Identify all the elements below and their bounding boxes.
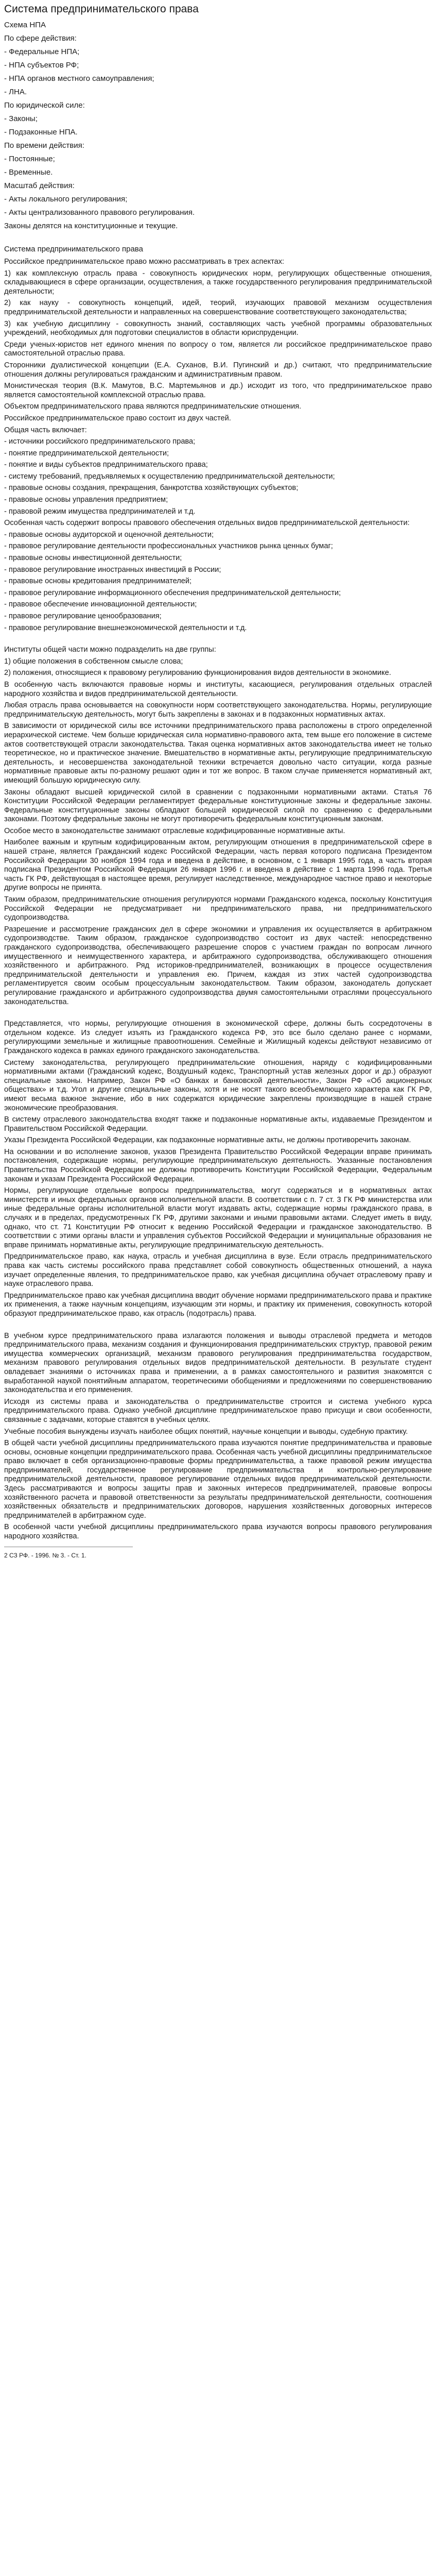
scheme-line: По сфере действия:	[4, 34, 77, 43]
paragraph: - систему требований, предъявляемых к осуществлению предпринимательской деятельности;	[4, 472, 335, 481]
paragraph: - понятие и виды субъектов предпринимательского права;	[4, 461, 208, 469]
paragraph: - правовые основы управления предприятием;	[4, 496, 168, 504]
paragraph: - правовое регулирование информационного обеспечения предпринимательской деятельности;	[4, 588, 341, 597]
footnote: 2 СЗ РФ. - 1996. № 3. - Ст. 1.	[4, 1551, 86, 1559]
paragraph: Предпринимательское право как учебная дисциплина вводит обучение нормами предпринимательского права и практике их применения, а также научным концепциям, изучающим эти нормы, и практику их применения, совокупность которой образуют предпринимательское право, как отрасль (подотрасль) права.	[4, 1291, 432, 1318]
scheme-line: - НПА субъектов РФ;	[4, 61, 79, 70]
paragraph: - правовые основы аудиторской и оценочной деятельности;	[4, 530, 214, 539]
paragraph: Учебные пособия вынуждены изучать наиболее общих понятий, научные концепции и выводы, судебную практику.	[4, 1427, 408, 1436]
scheme-line: По юридической силе:	[4, 101, 85, 110]
scheme-line: - Временные.	[4, 168, 53, 177]
scheme-line: - Постоянные;	[4, 155, 55, 163]
paragraph: Любая отрасль права основывается на совокупности норм соответствующего законодательства. Нормы, регулирующие предпринимательскую деятельность, могут быть закреплены в законах и в подзаконных нормативных актах.	[4, 701, 432, 719]
page-title: Система предпринимательского права	[4, 3, 199, 15]
paragraph: Российское предпринимательское право состоит из двух частей.	[4, 414, 231, 422]
paragraph: - правовое регулирование внешнеэкономической деятельности и т.д.	[4, 623, 247, 632]
paragraph: Исходя из системы права и законодательства о предпринимательстве строится и система учебного курса предпринимательского права. Однако учебной дисциплине предпринимательское право присущи и свои особенности, связанные с задачами, которые ставятся в учебных целях.	[4, 1397, 432, 1424]
scheme-line: По времени действия:	[4, 141, 84, 150]
paragraph: Указы Президента Российской Федерации, как подзаконные нормативные акты, не должны противоречить законам.	[4, 1136, 411, 1145]
paragraph: Институты общей части можно подразделить на две группы:	[4, 646, 216, 654]
paragraph: 1) общие положения в собственном смысле слова;	[4, 657, 183, 666]
paragraph: Среди ученых-юристов нет единого мнения по вопросу о том, является ли российское предпринимательское право самостоятельной отраслью права.	[4, 340, 432, 358]
paragraph: - правовой режим имущества предпринимателей и т.д.	[4, 507, 196, 516]
scheme-line: - ЛНА.	[4, 88, 27, 96]
paragraph: 1) как комплексную отрасль права - совокупность юридических норм, регулирующих общественные отношения, складывающиеся в сфере организации, осуществления, а также государственного регулирования предпринимательской деятельности;	[4, 269, 432, 296]
paragraph: 3) как учебную дисциплину - совокупность знаний, составляющих часть учебной программы образовательных учреждений, необходимых для подготовки специалистов в области юриспруденции.	[4, 319, 432, 337]
paragraph: Предпринимательское право, как наука, отрасль и учебная дисциплина в вузе. Если отрасль предпринимательского права как часть системы российского права представляет собой совокупность общественных отношений, а наука изучает определенные явления, то предпринимательское право, как учебная дисциплина обучает отраслевому праву и науке отраслевого права.	[4, 1252, 432, 1289]
scheme-line: Законы делятся на конституционные и текущие.	[4, 222, 178, 230]
paragraph: Общая часть включает:	[4, 426, 87, 434]
scheme-line: - Федеральные НПА;	[4, 47, 80, 56]
paragraph: В особенную часть включаются правовые нормы и институты, касающиеся, регулирования отдельных отраслей народного хозяйства и видов предпринимательской деятельности.	[4, 680, 432, 698]
scheme-line: - Подзаконные НПА.	[4, 128, 78, 137]
paragraph: Законы обладают высшей юридической силой в сравнении с подзаконными нормативными актами. Статья 76 Конституции Российской Федерации регламентирует федеральные конституционные законы и федеральные законы. Федеральные конституционные законы обладают большей юридической силой по сравнению с федеральными законами. Поэтому федеральные законы не могут противоречить федеральным конституционным законам.	[4, 788, 432, 824]
paragraph: 2) положения, относящиеся к правовому регулированию функционирования видов деятельности в экономике.	[4, 669, 391, 677]
paragraph: В общей части учебной дисциплины предпринимательского права изучаются понятие предпринимательства и правовые основы, основные концепции предпринимательского права. Особенная часть учебной дисциплины предпринимательское право включает в себя организационно-правовые формы предпринимательства, а также правовой режим имущества предпринимателей, государственное регулирование предпринимательства и контрольно-регулирование предпринимательской деятельности, правовое регулирование отдельных видов предпринимательской деятельности. Здесь рассматриваются и вопросы защиты прав и законных интересов предпринимателей, правовые вопросы хозяйственного расчета и правовой ответственности за результаты предпринимательской деятельности, соотношения хозяйственных обязательств и предпринимательских договоров, нарушения хозяйственных договорных интересов предпринимателей в арбитражном суде.	[4, 1439, 432, 1520]
section-2	[4, 646, 432, 1007]
paragraph: Сторонники дуалистической концепции (Е.А. Суханов, В.И. Пугинский и др.) считают, что предпринимательские отношения должны регулироваться гражданским и административным правом.	[4, 361, 432, 379]
paragraph: - правовое регулирование ценообразования;	[4, 612, 162, 620]
paragraph: В особенной части учебной дисциплины предпринимательского права изучаются вопросы правового регулирования народного хозяйства.	[4, 1523, 432, 1541]
paragraph: Монистическая теория (В.К. Мамутов, В.С. Мартемьянов и др.) исходит из того, что предпринимательское право является самостоятельной комплексной отраслью права.	[4, 382, 432, 399]
paragraph: - источники российского предпринимательского права;	[4, 437, 196, 446]
paragraph: Объектом предпринимательского права являются предпринимательские отношения.	[4, 402, 302, 411]
paragraph: - правовое регулирование иностранных инвестиций в России;	[4, 565, 221, 574]
paragraph: Таким образом, предпринимательские отношения регулируются нормами Гражданского кодекса, поскольку Конституция Российской Федерации не предусматривает ни предпринимательского права, ни предпринимательского судопроизводства.	[4, 895, 432, 922]
section-1	[4, 258, 432, 633]
paragraph: Разрешение и рассмотрение гражданских дел в сфере экономики и управления их осуществляется в арбитражном судопроизводстве. Таким образом, гражданское судопроизводство состоит из двух частей: непосредственно гражданского судопроизводства, обеспечивающего разрешение споров с участием граждан по вопросам личного имущественного и неимущественного характера, и арбитражного судопроизводства, обслуживающего отношения хозяйственного и арбитражного. Ряд историков-предпринимателей, возникающих в процессе осуществления предпринимательской деятельности и управления ею. Причем, каждая из этих частей судопроизводства регламентируется своим особым процессуальным законодательством. Таким образом, законодатель допускает регулирование гражданского и арбитражного судопроизводства двумя самостоятельными отраслями процессуального законодательства.	[4, 925, 432, 1006]
paragraph: Особенная часть содержит вопросы правового обеспечения отдельных видов предпринимательской деятельности:	[4, 519, 410, 528]
paragraph: На основании и во исполнение законов, указов Президента Правительство Российской Федерации вправе принимать постановления, содержащие нормы, регулирующие предпринимательскую деятельность. Указанные постановления Правительства Российской Федерации не должны противоречить Конституции Российской Федерации, Федеральным законам и указам Президента Российской Федерации.	[4, 1147, 432, 1183]
scheme-line: Масштаб действия:	[4, 181, 75, 190]
paragraph: В учебном курсе предпринимательского права излагаются положения и выводы отраслевой предмета и методов предпринимательского права, механизм создания и функционирования предпринимательских структур, правовой режим имущества коммерческих организаций, механизм правового регулирования предпринимательства государством, механизм правового регулирования отдельных видов предпринимательской деятельности. В результате студент овладевает знаниями о источниках права и применении, а в рамках самостоятельного и развития знакомятся с выработанной наукой понятийным аппаратом, теоретическими обобщениями и предложениями по совершенствованию законодательства и его применения.	[4, 1331, 432, 1395]
section-heading: Система предпринимательского права	[4, 245, 143, 253]
scheme-line: - Законы;	[4, 114, 38, 123]
paragraph: Особое место в законодательстве занимают отраслевые кодифицированные нормативные акты.	[4, 826, 345, 835]
paragraph: - понятие предпринимательской деятельности;	[4, 449, 169, 457]
scheme-line: - НПА органов местного самоуправления;	[4, 74, 154, 83]
paragraph: Систему законодательства, регулирующего предпринимательские отношения, наряду с кодифицированными нормативными актами (Гражданский кодекс, Воздушный кодекс, Транспортный устав железных дорог и др.) образуют специальные законы. Например, Закон РФ «О банках и банковской деятельности», Закон РФ «Об акционерных обществах» и т.д. Угол и другие специальные законы, хотя и не носят такого всеобъемлющего характера как ГК РФ, имеют весьма важное значение, ибо в них содержатся юридические закреплены производящие в нашей стране экономические преобразования.	[4, 1058, 432, 1112]
section-4	[4, 1332, 432, 1541]
paragraph: В зависимости от юридической силы все источники предпринимательского права расположены в строго определенной иерархической системе. Чем больше юридическая сила нормативно-правового акта, тем выше его положение в системе актов соответствующей отрасли законодательства. Такая оценка нормативных актов законодательства имеет не только теоретическое, но и практическое значение. Вмешательство в нормативные акты, регулирующие предпринимательскую деятельность, и несовершенства законодательной техники встречается довольно часто ситуации, когда разные нормативные правовые акты по-разному решают один и тот же вопрос. В таком случае применяется нормативный акт, имеющий большую юридическую силу.	[4, 722, 432, 785]
paragraph: Российское предпринимательское право можно рассматривать в трех аспектах:	[4, 258, 285, 266]
paragraph: Представляется, что нормы, регулирующие отношения в экономической сфере, должны быть сосредоточены в отдельном кодексе. Из следует изъять из Гражданского кодекса РФ, это все было сделано ранее с нормами, регулирующими земельные и жилищные правоотношения. Семейные и Жилищный кодексы действуют независимо от Гражданского кодекса в рамках единого гражданского законодательства.	[4, 1020, 432, 1055]
scheme-line: Схема НПА	[4, 21, 46, 29]
scheme-block	[4, 20, 432, 231]
document	[0, 3, 436, 1560]
paragraph: - правовое обеспечение инновационной деятельности;	[4, 600, 197, 609]
section-3	[4, 1020, 432, 1318]
paragraph: - правовые основы инвестиционной деятельности;	[4, 554, 182, 563]
scheme-line: - Акты централизованного правового регулирования.	[4, 208, 195, 217]
paragraph: - правовые основы кредитования предпринимателей;	[4, 577, 192, 586]
scheme-line: - Акты локального регулирования;	[4, 195, 128, 204]
paragraph: - правовые основы создания, прекращения, банкротства хозяйствующих субъектов;	[4, 484, 299, 493]
paragraph: В систему отраслевого законодательства входят также и подзаконные нормативные акты, издаваемые Президентом и Правительством Российской Федерации.	[4, 1115, 432, 1133]
paragraph: Нормы, регулирующие отдельные вопросы предпринимательства, могут содержаться и в нормативных актах министерств и иных федеральных органов исполнительной власти. В соответствии с п. 7 ст. 3 ГК РФ министерства или иные федеральные органы исполнительной власти могут издавать акты, содержащие нормы гражданского права, в случаях и в пределах, предусмотренных ГК РФ, другими законами и иными правовыми актами. Следует иметь в виду, однако, что ст. 71 Конституции РФ относит к ведению Российской Федерации и гражданское законодательство. В соответствии с этими органы власти и управления субъектов Российской Федерации и муниципальные образования не вправе принимать нормативные акты, регулирующие предпринимательскую деятельность.	[4, 1187, 432, 1249]
paragraph: 2) как науку - совокупность концепций, идей, теорий, изучающих правовой механизм осуществления предпринимательской деятельности и направленных на совершенствование соответствующего законодательства;	[4, 299, 432, 316]
paragraph: Наиболее важным и крупным кодифицированным актом, регулирующим отношения в предпринимательской сфере в нашей стране, является Гражданский кодекс Российской Федерации, часть первая которого подписана Президентом Российской Федерации 30 ноября 1994 года и введена в действие, в основном, с 1 января 1995 года, а часть вторая подписана Президентом Российской Федерации 26 января 1996 г. и введена в действие с 1 марта 1996 года. Третья часть ГК РФ, действующая в настоящее время, регулирует наследственное, международное частное право и некоторые другие вопросы не принята.	[4, 838, 432, 892]
paragraph: - правовое регулирование деятельности профессиональных участников рынка ценных бумаг;	[4, 542, 333, 551]
